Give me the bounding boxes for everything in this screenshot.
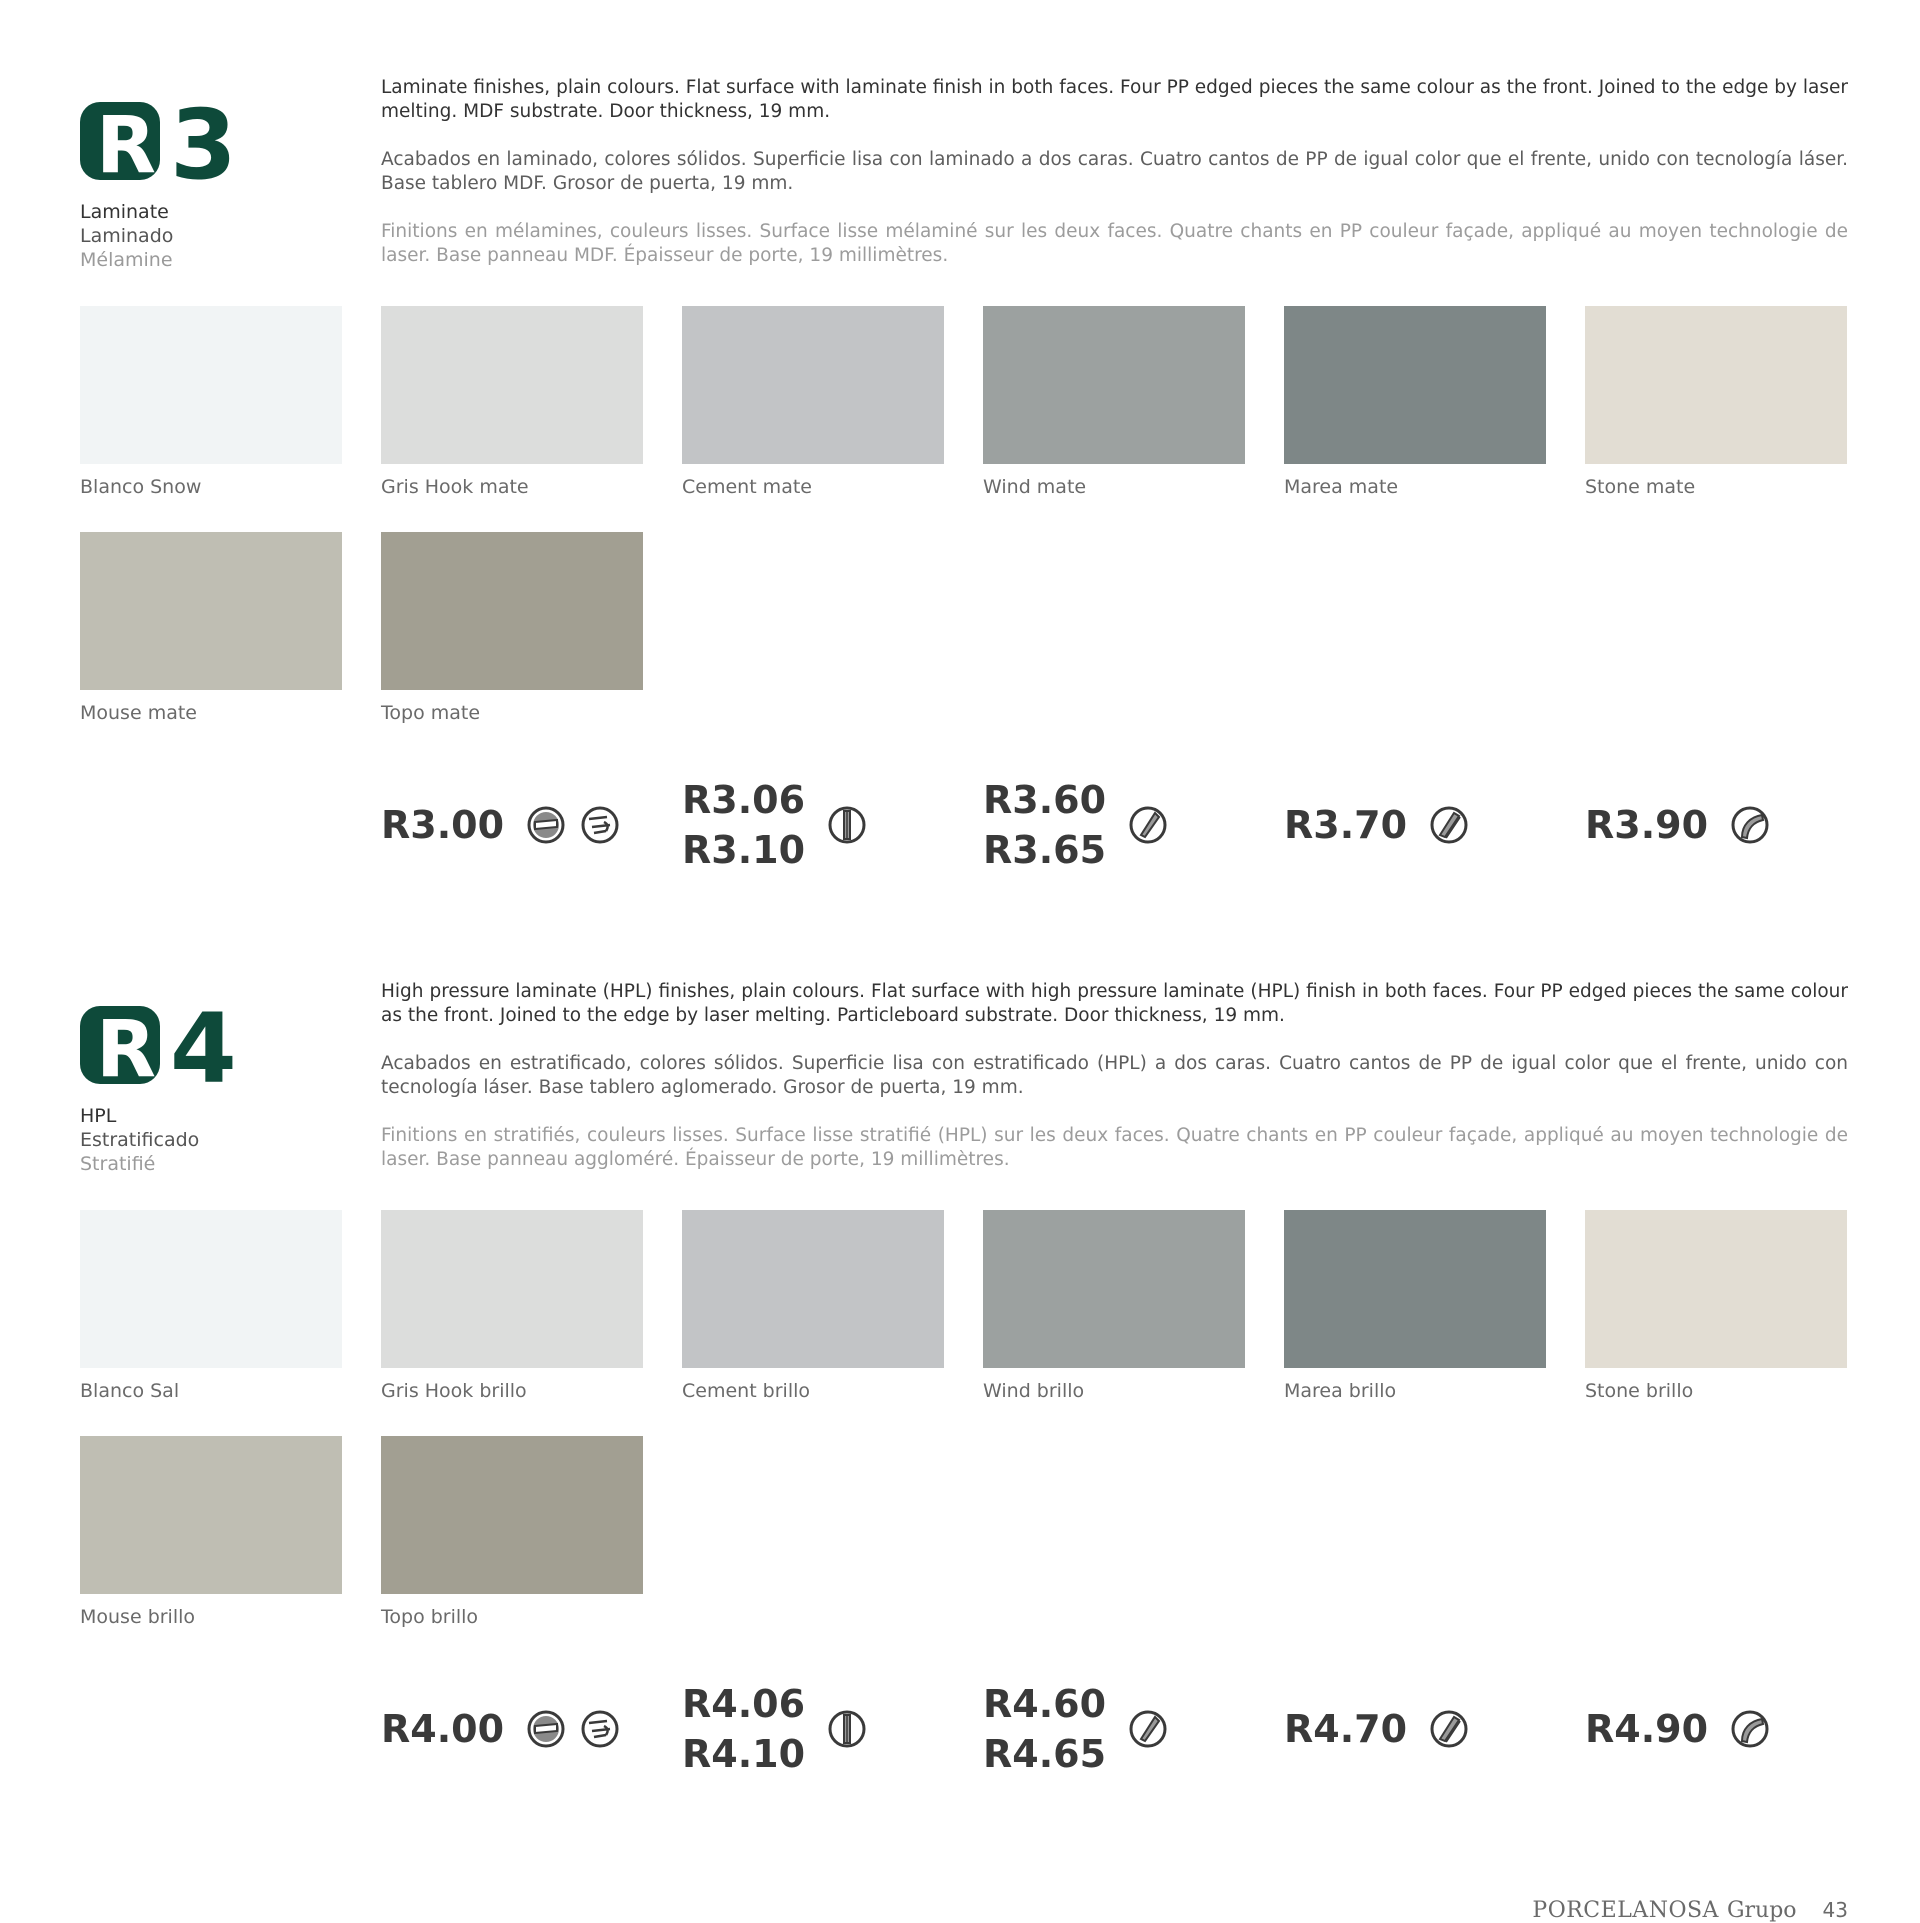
r3-code-row [80,770,1848,880]
color-swatch [1585,1210,1847,1402]
description-fr: Finitions en mélamines, couleurs lisses. Surface lisse mélaminé sur les deux faces. Quatre chants en PP couleur façade, appliqué au moyen technologie de laser. Base panneau MDF. Épaisseur de porte, 19 millimètres. [381,221,1848,266]
edge-profile-icons [526,1709,620,1749]
model-code: R4.70 [1284,1707,1408,1751]
swatch-label: Marea brillo [1284,1380,1397,1402]
model-code: R3.65 [983,828,1107,872]
model-code-group [1585,770,1770,880]
brand-subtitle: Grupo [1726,1898,1797,1923]
model-code-group [682,770,867,880]
edge-profile-bevel-icon [1128,1709,1168,1749]
edge-profile-bevel-icon [1128,805,1168,845]
material-name-en: Laminate [80,201,169,223]
model-code-group [983,1674,1168,1784]
edge-profile-icons [827,1709,867,1749]
brand-name: PORCELANOSA [1532,1898,1719,1923]
material-name-fr: Stratifié [80,1153,156,1175]
edge-profile-handle-icon [580,1709,620,1749]
swatch-color-chip [983,306,1245,464]
edge-profile-handle-icon [580,805,620,845]
page-footer [1532,1898,1848,1923]
material-name-en: HPL [80,1105,117,1127]
edge-profile-icons [1128,1709,1168,1749]
model-code: R3.10 [682,828,806,872]
edge-profile-icons [827,805,867,845]
color-swatch [682,1210,944,1402]
material-name-fr: Mélamine [80,249,173,271]
edge-profile-straight-icon [526,1709,566,1749]
model-codes [381,1704,504,1754]
swatch-color-chip [682,1210,944,1368]
model-code: R4.90 [1585,1707,1709,1751]
edge-profile-icons [1730,805,1770,845]
swatch-label: Stone mate [1585,476,1696,498]
swatch-label: Topo mate [381,702,481,724]
edge-profile-icons [526,805,620,845]
swatch-color-chip [80,1436,342,1594]
swatch-color-chip [381,532,643,690]
swatch-color-chip [983,1210,1245,1368]
color-swatch [1284,306,1546,498]
swatch-label: Wind brillo [983,1380,1085,1402]
edge-profile-icons [1128,805,1168,845]
swatch-color-chip [80,532,342,690]
description-es: Acabados en laminado, colores sólidos. Superficie lisa con laminado a dos caras. Cuatro cantos de PP de igual color que el frente, unido con tecnología láser. Base tablero MDF. Grosor de puerta, 19 mm. [381,149,1848,194]
edge-profile-icons [1429,805,1469,845]
color-swatch [983,1210,1245,1402]
material-name-es: Laminado [80,225,174,247]
material-name-es: Estratificado [80,1129,200,1151]
model-code-group [682,1674,867,1784]
model-code: R3.70 [1284,803,1408,847]
swatch-label: Cement brillo [682,1380,811,1402]
model-code-group [1284,770,1469,880]
model-codes [983,1679,1106,1779]
color-swatch [80,1436,342,1628]
model-code-group [1585,1674,1770,1784]
r4-material-names [80,1104,199,1176]
model-code-group [1284,1674,1469,1784]
r3-material-names [80,200,173,272]
edge-profile-icons [1730,1709,1770,1749]
swatch-color-chip [381,1436,643,1594]
model-code: R4.65 [983,1732,1107,1776]
color-swatch [682,306,944,498]
swatch-color-chip [1284,306,1546,464]
r3-logo-number: 3 [170,100,237,190]
swatch-label: Blanco Snow [80,476,202,498]
svg-text:R: R [96,1005,157,1094]
swatch-color-chip [381,306,643,464]
swatch-label: Marea mate [1284,476,1399,498]
color-swatch [80,306,342,498]
swatch-label: Wind mate [983,476,1087,498]
model-code-group [381,770,620,880]
r4-code-row [80,1674,1848,1784]
description-en: Laminate finishes, plain colours. Flat surface with laminate finish in both faces. Four PP edged pieces the same colour as the front. Joined to the edge by laser melting. MDF substrate. Door thickness, 19 mm. [381,77,1848,122]
model-code: R4.06 [682,1682,806,1726]
swatch-label: Topo brillo [381,1606,479,1628]
model-codes [1284,800,1407,850]
description-es: Acabados en estratificado, colores sólidos. Superficie lisa con estratificado (HPL) a dos caras. Cuatro cantos de PP de igual color que el frente, unido con tecnología láser. Base tablero aglomerado. Grosor de puerta, 19 mm. [381,1053,1848,1098]
edge-profile-curve-icon [1730,805,1770,845]
model-code: R4.10 [682,1732,806,1776]
model-code: R4.60 [983,1682,1107,1726]
swatch-color-chip [80,306,342,464]
swatch-label: Blanco Sal [80,1380,180,1402]
color-swatch [381,1210,643,1402]
color-swatch [1284,1210,1546,1402]
swatch-label: Cement mate [682,476,812,498]
swatch-label: Mouse mate [80,702,197,724]
edge-profile-vertical-icon [827,1709,867,1749]
edge-profile-curve-icon [1730,1709,1770,1749]
r4-logo-number: 4 [170,1004,237,1094]
swatch-color-chip [381,1210,643,1368]
edge-profile-straight-icon [526,805,566,845]
model-code: R3.60 [983,778,1107,822]
color-swatch [983,306,1245,498]
model-codes [1585,1704,1708,1754]
svg-text:R: R [96,101,157,190]
r3-description [381,76,1848,292]
swatch-color-chip [1284,1210,1546,1368]
r4-description [381,980,1848,1196]
model-code: R4.00 [381,1707,505,1751]
model-code: R3.90 [1585,803,1709,847]
swatch-color-chip [1585,1210,1847,1368]
edge-profile-double-bevel-icon [1429,805,1469,845]
color-swatch [381,532,643,724]
model-code: R3.06 [682,778,806,822]
swatch-color-chip [80,1210,342,1368]
edge-profile-double-bevel-icon [1429,1709,1469,1749]
swatch-color-chip [682,306,944,464]
swatch-label: Gris Hook mate [381,476,529,498]
edge-profile-vertical-icon [827,805,867,845]
model-codes [682,775,805,875]
model-codes [983,775,1106,875]
swatch-label: Mouse brillo [80,1606,196,1628]
swatch-label: Gris Hook brillo [381,1380,527,1402]
model-code-group [381,1674,620,1784]
description-fr: Finitions en stratifiés, couleurs lisses. Surface lisse stratifié (HPL) sur les deux faces. Quatre chants en PP couleur façade, appliqué au moyen technologie de laser. Base panneau aggloméré. Épaisseur de porte, 19 millimètres. [381,1125,1848,1170]
color-swatch [381,306,643,498]
model-codes [682,1679,805,1779]
model-code: R3.00 [381,803,505,847]
edge-profile-icons [1429,1709,1469,1749]
r4-logo [80,1004,320,1094]
swatch-label: Stone brillo [1585,1380,1694,1402]
description-en: High pressure laminate (HPL) finishes, plain colours. Flat surface with high pressure laminate (HPL) finish in both faces. Four PP edged pieces the same colour as the front. Joined to the edge by laser melting. Particleboard substrate. Door thickness, 19 mm. [381,981,1848,1026]
color-swatch [80,532,342,724]
model-code-group [983,770,1168,880]
color-swatch [381,1436,643,1628]
model-codes [1284,1704,1407,1754]
page-number: 43 [1822,1898,1848,1922]
swatch-color-chip [1585,306,1847,464]
model-codes [1585,800,1708,850]
color-swatch [80,1210,342,1402]
r3-logo [80,100,320,190]
model-codes [381,800,504,850]
color-swatch [1585,306,1847,498]
